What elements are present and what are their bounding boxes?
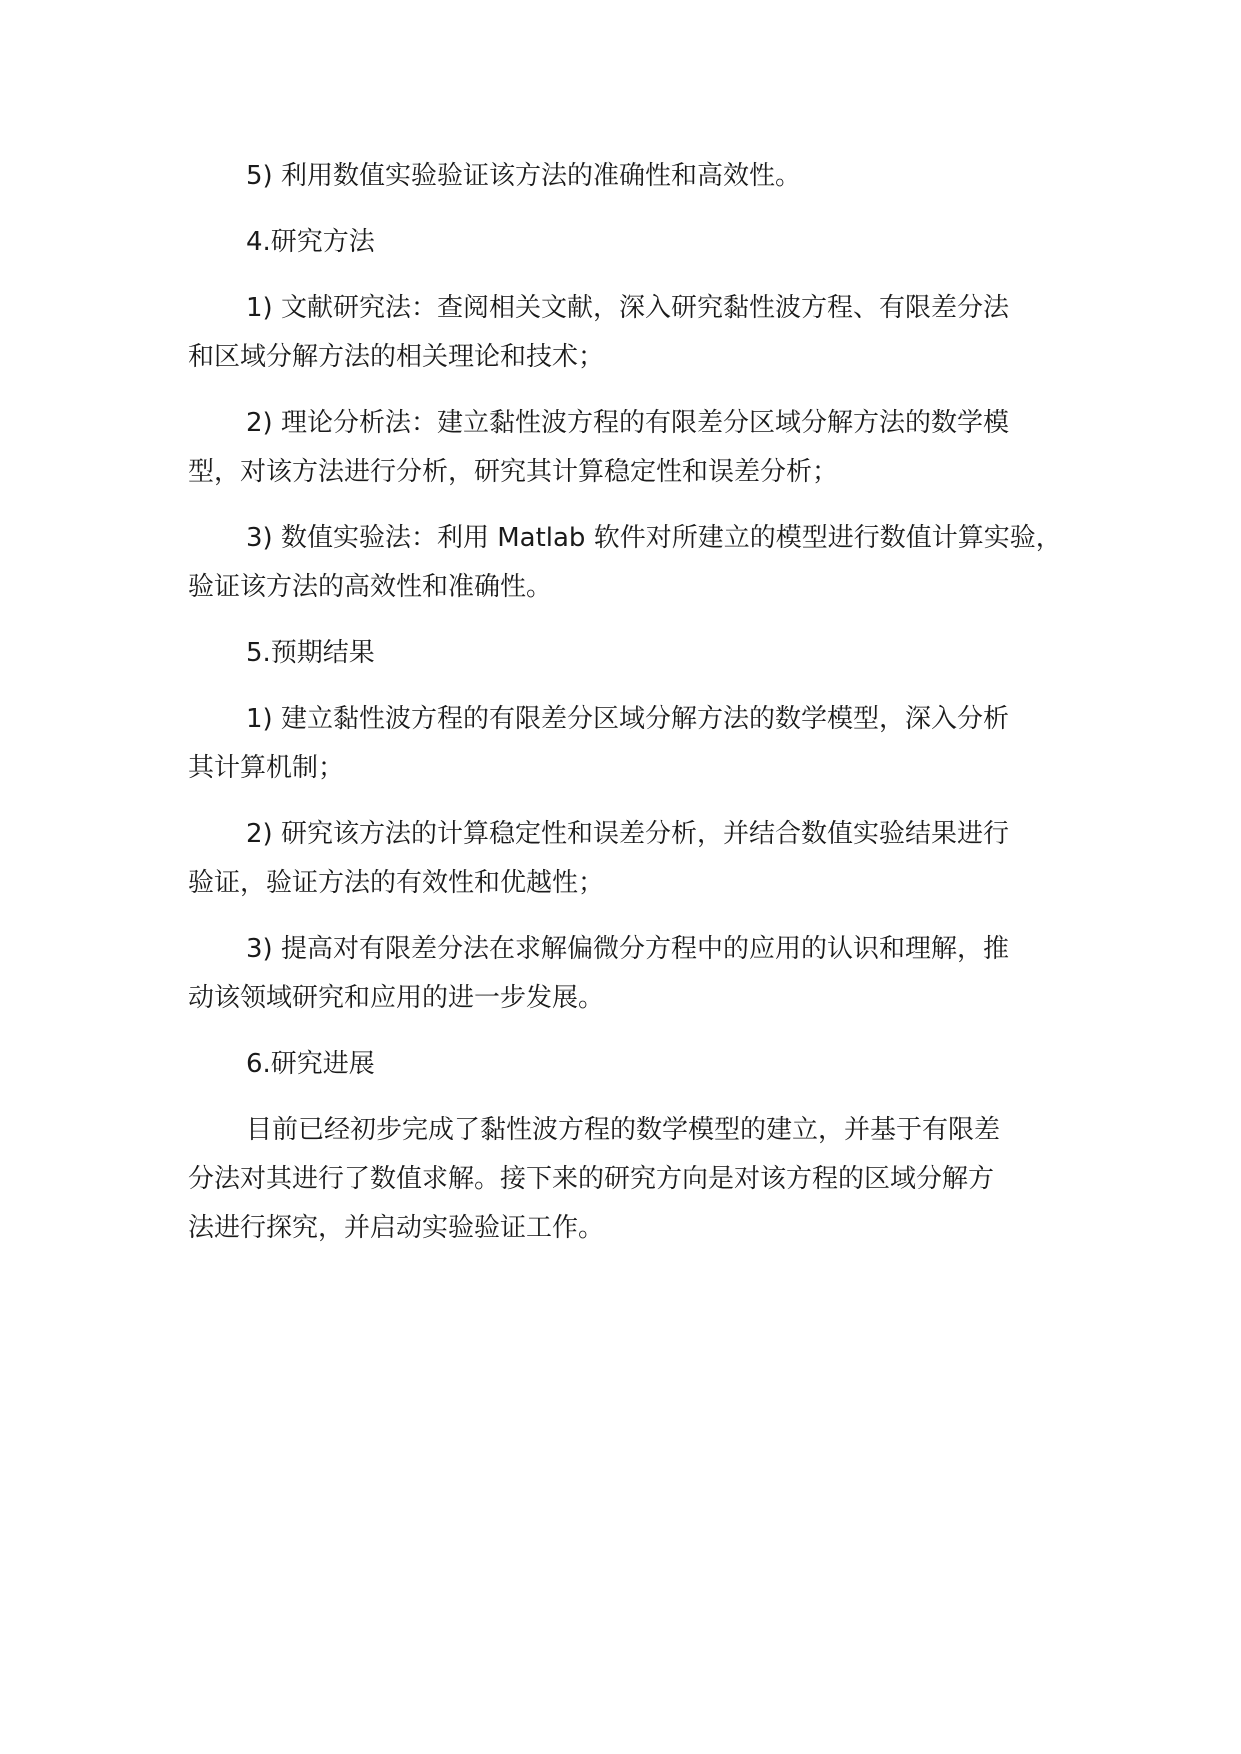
heading-research-progress — [188, 1040, 1088, 1089]
paragraph-line: 和区域分解方法的相关理论和技术； — [188, 342, 605, 372]
paragraph-result-1 — [188, 695, 1088, 793]
paragraph-progress — [188, 1106, 1088, 1253]
heading-line: 6.研究进展 — [246, 1049, 375, 1079]
paragraph-line: 验证，验证方法的有效性和优越性； — [188, 868, 605, 898]
paragraph-line: 1) 文献研究法：查阅相关文献，深入研究黏性波方程、有限差分法 — [246, 293, 1009, 323]
heading-line: 5.预期结果 — [246, 638, 375, 668]
paragraph-line: 3) 提高对有限差分法在求解偏微分方程中的应用的认识和理解，推 — [246, 934, 1009, 964]
paragraph-result-2 — [188, 810, 1088, 908]
heading-line: 4.研究方法 — [246, 227, 375, 257]
document-body — [188, 152, 1088, 1270]
paragraph-line: 2) 理论分析法：建立黏性波方程的有限差分区域分解方法的数学模 — [246, 408, 1009, 438]
paragraph-line: 型，对该方法进行分析，研究其计算稳定性和误差分析； — [188, 457, 839, 487]
paragraph-line: 5) 利用数值实验验证该方法的准确性和高效性。 — [246, 161, 801, 191]
paragraph-line: 法进行探究，并启动实验验证工作。 — [188, 1213, 605, 1243]
paragraph-line: 1) 建立黏性波方程的有限差分区域分解方法的数学模型，深入分析 — [246, 704, 1009, 734]
paragraph-line: 3) 数值实验法：利用 Matlab 软件对所建立的模型进行数值计算实验， — [246, 523, 1062, 553]
heading-expected-results — [188, 629, 1088, 678]
paragraph-line: 其计算机制； — [188, 753, 345, 783]
paragraph-result-3 — [188, 925, 1088, 1023]
paragraph-goal-5 — [188, 152, 1088, 201]
heading-research-methods — [188, 218, 1088, 267]
paragraph-line: 目前已经初步完成了黏性波方程的数学模型的建立，并基于有限差 — [246, 1115, 1001, 1145]
paragraph-line: 分法对其进行了数值求解。接下来的研究方向是对该方程的区域分解方 — [188, 1164, 995, 1194]
paragraph-method-3 — [188, 514, 1088, 612]
paragraph-line: 2) 研究该方法的计算稳定性和误差分析，并结合数值实验结果进行 — [246, 819, 1009, 849]
paragraph-method-2 — [188, 399, 1088, 497]
paragraph-line: 验证该方法的高效性和准确性。 — [188, 572, 553, 602]
paragraph-line: 动该领域研究和应用的进一步发展。 — [188, 983, 605, 1013]
paragraph-method-1 — [188, 284, 1088, 382]
